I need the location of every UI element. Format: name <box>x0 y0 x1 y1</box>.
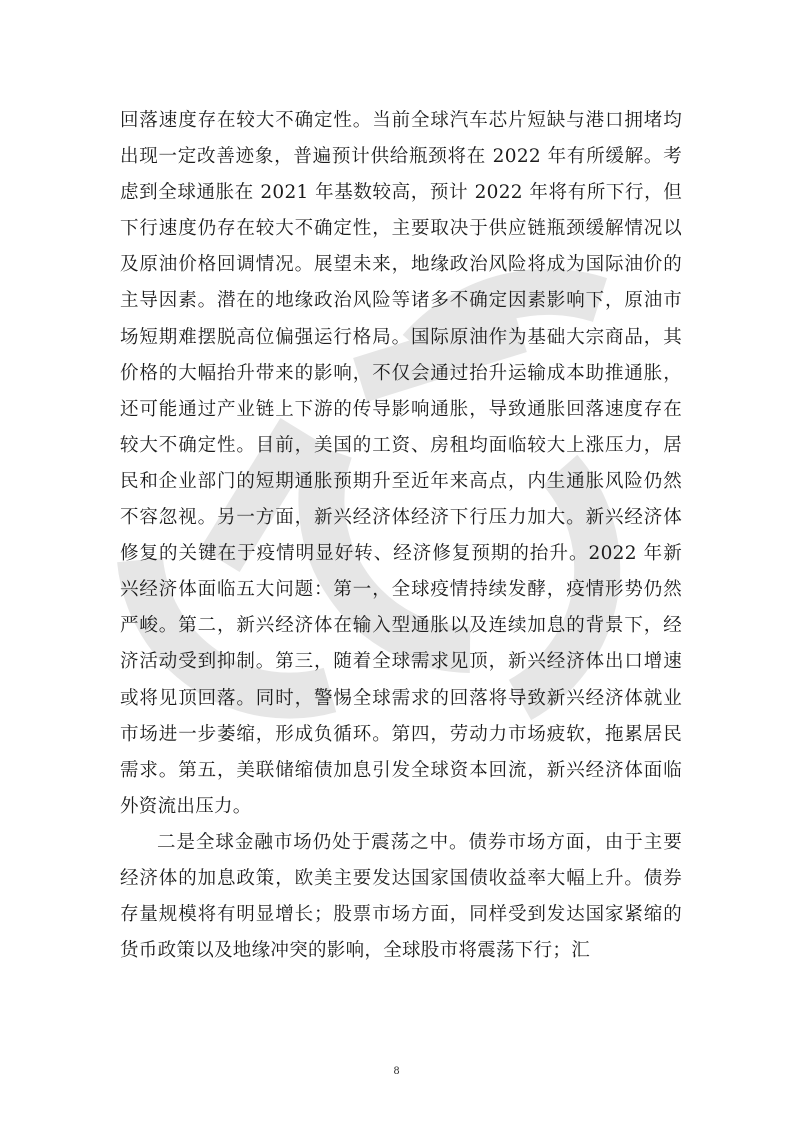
page-number: 8 <box>393 1066 400 1077</box>
paragraph-2: 二是全球金融市场仍处于震荡之中。债券市场方面，由于主要经济体的加息政策，欧美主要发达国家国债收益率大幅上升。债券存量规模将有明显增长；股票市场方面，同样受到发达国家紧缩的货币政策以及地缘冲突的影响，全球股市将震荡下行；汇 <box>120 831 682 962</box>
body-text <box>120 103 682 969</box>
paragraph-1: 回落速度存在较大不确定性。当前全球汽车芯片短缺与港口拥堵均出现一定改善迹象，普遍预计供给瓶颈将在 2022 年有所缓解。考虑到全球通胀在 2021 年基数较高，预计 2022 年将有所下行，但下行速度仍存在较大不确定性，主要取决于供应链瓶颈缓解情况以及原油价格回调情况。展望未来，地缘政治风险将成为国际油价的主导因素。潜在的地缘政治风险等诸多不确定因素影响下，原油市场短期难摆脱高位偏强运行格局。国际原油作为基础大宗商品，其价格的大幅抬升带来的影响，不仅会通过抬升运输成本助推通胀，还可能通过产业链上下游的传导影响通胀，导致通胀回落速度存在较大不确定性。目前，美国的工资、房租均面临较大上涨压力，居民和企业部门的短期通胀预期升至近年来高点，内生通胀风险仍然不容忽视。另一方面，新兴经济体经济下行压力加大。新兴经济体修复的关键在于疫情明显好转、经济修复预期的抬升。2022 年新兴经济体面临五大问题：第一，全球疫情持续发酵，疫情形势仍然严峻。第二，新兴经济体在输入型通胀以及连续加息的背景下，经济活动受到抑制。第三，随着全球需求见顶，新兴经济体出口增速或将见顶回落。同时，警惕全球需求的回落将导致新兴经济体就业市场进一步萎缩，形成负循环。第四，劳动力市场疲软，拖累居民需求。第五，美联储缩债加息引发全球资本回流，新兴经济体面临外资流出压力。 <box>120 110 682 817</box>
